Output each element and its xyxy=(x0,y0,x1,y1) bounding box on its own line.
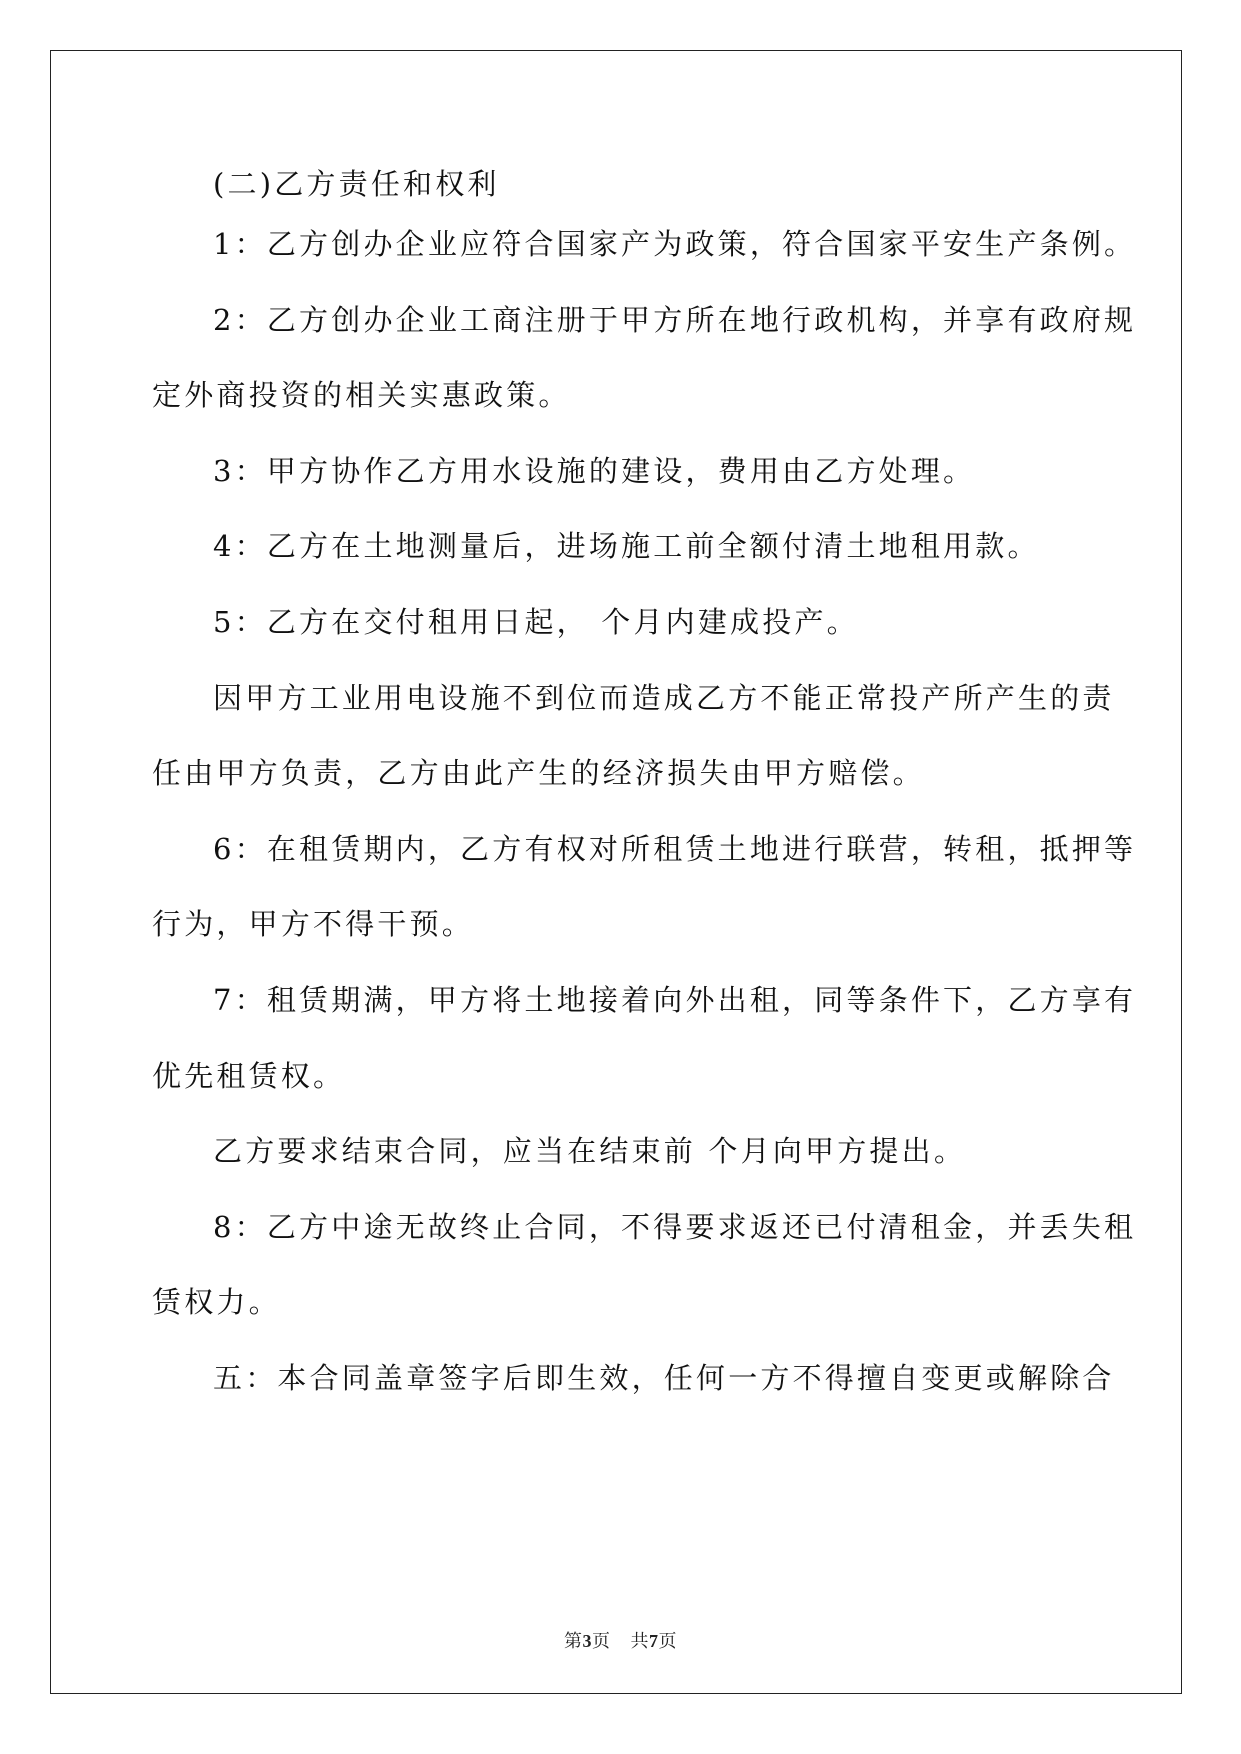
paragraph-line: 5：乙方在交付租用日起， 个月内建成投产。 xyxy=(213,605,859,639)
total-suffix: 页 xyxy=(658,1631,677,1651)
total-prefix: 共 xyxy=(630,1631,649,1651)
paragraph-line: 五：本合同盖章签字后即生效，任何一方不得擅自变更或解除合 xyxy=(213,1361,1115,1395)
paragraph-line: 任由甲方负责，乙方由此产生的经济损失由甲方赔偿。 xyxy=(152,756,925,790)
paragraph-line: 2：乙方创办企业工商注册于甲方所在地行政机构，并享有政府规 xyxy=(213,303,1137,337)
page-prefix: 第 xyxy=(564,1631,583,1651)
page-footer xyxy=(0,1632,1241,1650)
paragraph-line: 7：租赁期满，甲方将土地接着向外出租，同等条件下，乙方享有 xyxy=(213,983,1137,1017)
page-suffix: 页 xyxy=(592,1631,611,1651)
paragraph-line: 8：乙方中途无故终止合同，不得要求返还已付清租金，并丢失租 xyxy=(213,1210,1137,1244)
paragraph-line: 乙方要求结束合同，应当在结束前 个月向甲方提出。 xyxy=(213,1134,967,1168)
total-pages: 7 xyxy=(649,1631,659,1651)
paragraph-line: 3：甲方协作乙方用水设施的建设，费用由乙方处理。 xyxy=(213,454,976,488)
section-heading: (二)乙方责任和权利 xyxy=(213,167,500,201)
paragraph-line: 4：乙方在土地测量后，进场施工前全额付清土地租用款。 xyxy=(213,529,1040,563)
paragraph-line: 因甲方工业用电设施不到位而造成乙方不能正常投产所产生的责 xyxy=(213,681,1115,715)
page-number: 3 xyxy=(582,1631,592,1651)
paragraph-line: 6：在租赁期内，乙方有权对所租赁土地进行联营，转租，抵押等 xyxy=(213,832,1137,866)
paragraph-line: 赁权力。 xyxy=(152,1285,281,1319)
paragraph-line: 行为，甲方不得干预。 xyxy=(152,907,475,941)
paragraph-line: 定外商投资的相关实惠政策。 xyxy=(152,378,571,412)
paragraph-line: 1：乙方创办企业应符合国家产为政策，符合国家平安生产条例。 xyxy=(213,227,1137,261)
paragraph-line: 优先租赁权。 xyxy=(152,1059,346,1093)
page-border xyxy=(50,50,1182,1694)
